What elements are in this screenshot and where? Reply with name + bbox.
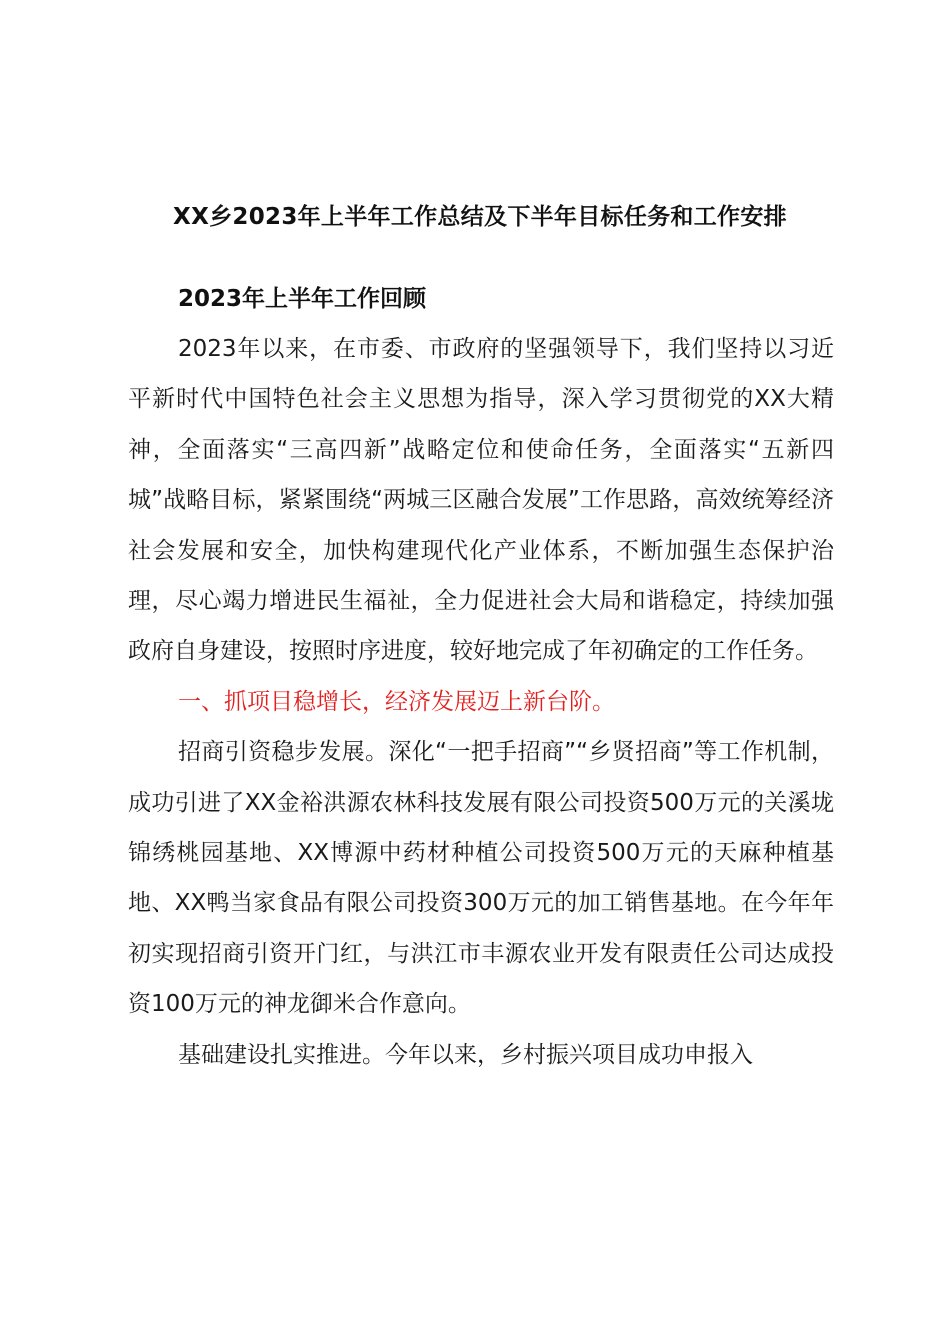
- document-title: XX乡2023年上半年工作总结及下半年目标任务和工作安排: [173, 204, 787, 230]
- intro-paragraph: 2023年以来，在市委、市政府的坚强领导下，我们坚持以习近平新时代中国特色社会主义思想为指导，深入学习贯彻党的XX大精神，全面落实“三高四新”战略定位和使命任务，全面落实“五新四城”战略目标，紧紧围绕“两城三区融合发展”工作思路，高效统筹经济社会发展和安全，加快构建现代化产业体系，不断加强生态保护治理，尽心竭力增进民生福祉，全力促进社会大局和谐稳定，持续加强政府自身建设，按照时序进度，较好地完成了年初确定的工作任务。: [128, 336, 834, 665]
- investment-paragraph: 招商引资稳步发展。深化“一把手招商”“乡贤招商”等工作机制，成功引进了XX金裕洪源农林科技发展有限公司投资500万元的关溪垅锦绣桃园基地、XX博源中药材种植公司投资500万元的天麻种植基地、XX鸭当家食品有限公司投资300万元的加工销售基地。在今年年初实现招商引资开门红，与洪江市丰源农业开发有限责任公司达成投资100万元的神龙御米合作意向。: [128, 739, 834, 1018]
- subheading-economy: 一、抓项目稳增长，经济发展迈上新台阶。: [178, 688, 615, 715]
- section-heading: 2023年上半年工作回顾: [178, 286, 427, 312]
- infrastructure-paragraph: 基础建设扎实推进。今年以来，乡村振兴项目成功申报入: [178, 1041, 753, 1068]
- document-body: [128, 274, 834, 1080]
